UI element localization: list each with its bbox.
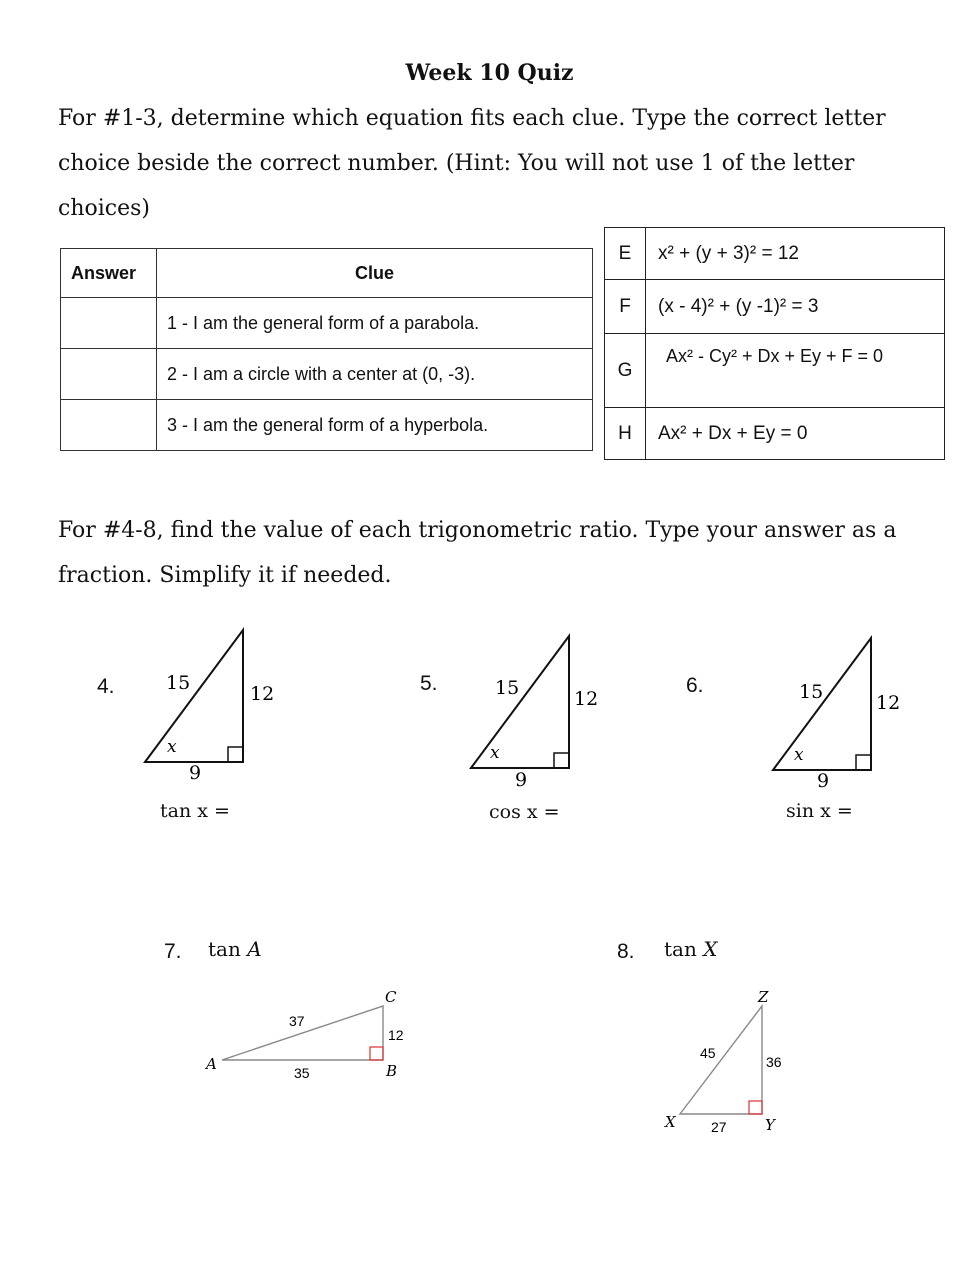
opp-label: 36 <box>766 1054 782 1070</box>
problem-number-6: 6. <box>686 674 704 697</box>
angle-label: x <box>794 745 804 765</box>
choice-letter: F <box>605 280 646 334</box>
choice-letter: E <box>605 228 646 280</box>
quiz-title: Week 10 Quiz <box>405 60 574 86</box>
answer-header: Answer <box>61 249 157 298</box>
opp-label: 12 <box>250 683 275 705</box>
problem-number-5: 5. <box>420 672 438 695</box>
angle-label: x <box>167 737 177 757</box>
right-angle-mark <box>749 1101 762 1114</box>
clue-cell-2: 2 - I am a circle with a center at (0, -3). <box>157 349 593 400</box>
hyp-label: 45 <box>700 1045 716 1061</box>
problem-number-8: 8. <box>617 940 635 963</box>
triangle-8 <box>680 1006 762 1114</box>
ratio-label-6: sin x = <box>786 800 853 822</box>
trig-function: tan <box>208 937 241 961</box>
trig-variable: X <box>703 937 718 961</box>
problem-7-prompt <box>208 937 262 961</box>
choice-equation: Ax² - Cy² + Dx + Ey + F = 0 <box>646 334 945 408</box>
vertex-label: Y <box>765 1116 775 1134</box>
trig-function: tan <box>664 937 697 961</box>
choice-equation: x² + (y + 3)² = 12 <box>646 228 945 280</box>
triangle-5 <box>471 636 569 768</box>
vertex-label: Z <box>758 988 769 1006</box>
vertex-label: B <box>386 1062 398 1080</box>
adj-label: 9 <box>817 770 830 792</box>
ratio-label-5: cos x = <box>489 801 560 823</box>
right-angle-mark <box>856 755 871 770</box>
triangle-4 <box>145 630 243 762</box>
ratio-label-4: tan x = <box>160 800 230 822</box>
hyp-label: 15 <box>495 677 520 699</box>
vertex-label: C <box>385 988 397 1006</box>
vertex-label: X <box>665 1113 676 1131</box>
choice-letter: G <box>605 334 646 408</box>
problem-number-7: 7. <box>164 940 182 963</box>
triangle-6 <box>773 638 871 770</box>
trig-variable: A <box>247 937 262 961</box>
right-angle-mark <box>554 753 569 768</box>
clue-cell-1: 1 - I am the general form of a parabola. <box>157 298 593 349</box>
clue-cell-3: 3 - I am the general form of a hyperbola. <box>157 400 593 451</box>
adj-label: 9 <box>515 769 528 791</box>
choice-equation: (x - 4)² + (y -1)² = 3 <box>646 280 945 334</box>
problem-8-prompt <box>664 937 717 961</box>
opp-label: 12 <box>574 688 599 710</box>
problem-number-4: 4. <box>97 675 115 698</box>
right-angle-mark <box>370 1047 383 1060</box>
opp-label: 12 <box>388 1027 404 1043</box>
hyp-label: 37 <box>289 1013 305 1029</box>
hyp-label: 15 <box>799 681 824 703</box>
choice-letter: H <box>605 408 646 460</box>
vertex-label: A <box>206 1055 217 1073</box>
choice-equation: Ax² + Dx + Ey = 0 <box>646 408 945 460</box>
clue-header: Clue <box>157 249 593 298</box>
right-angle-mark <box>228 747 243 762</box>
angle-label: x <box>490 743 500 763</box>
opp-label: 12 <box>876 692 901 714</box>
instructions-1: For #1-3, determine which equation fits each clue. Type the correct letter choice beside the correct number. (Hint: You will not use 1 of the letter choices) <box>58 106 886 221</box>
adj-label: 35 <box>294 1065 310 1081</box>
instructions-2: For #4-8, find the value of each trigonometric ratio. Type your answer as a fraction. Simplify it if needed. <box>58 518 897 588</box>
hyp-label: 15 <box>166 672 191 694</box>
adj-label: 27 <box>711 1119 727 1135</box>
adj-label: 9 <box>189 762 202 784</box>
